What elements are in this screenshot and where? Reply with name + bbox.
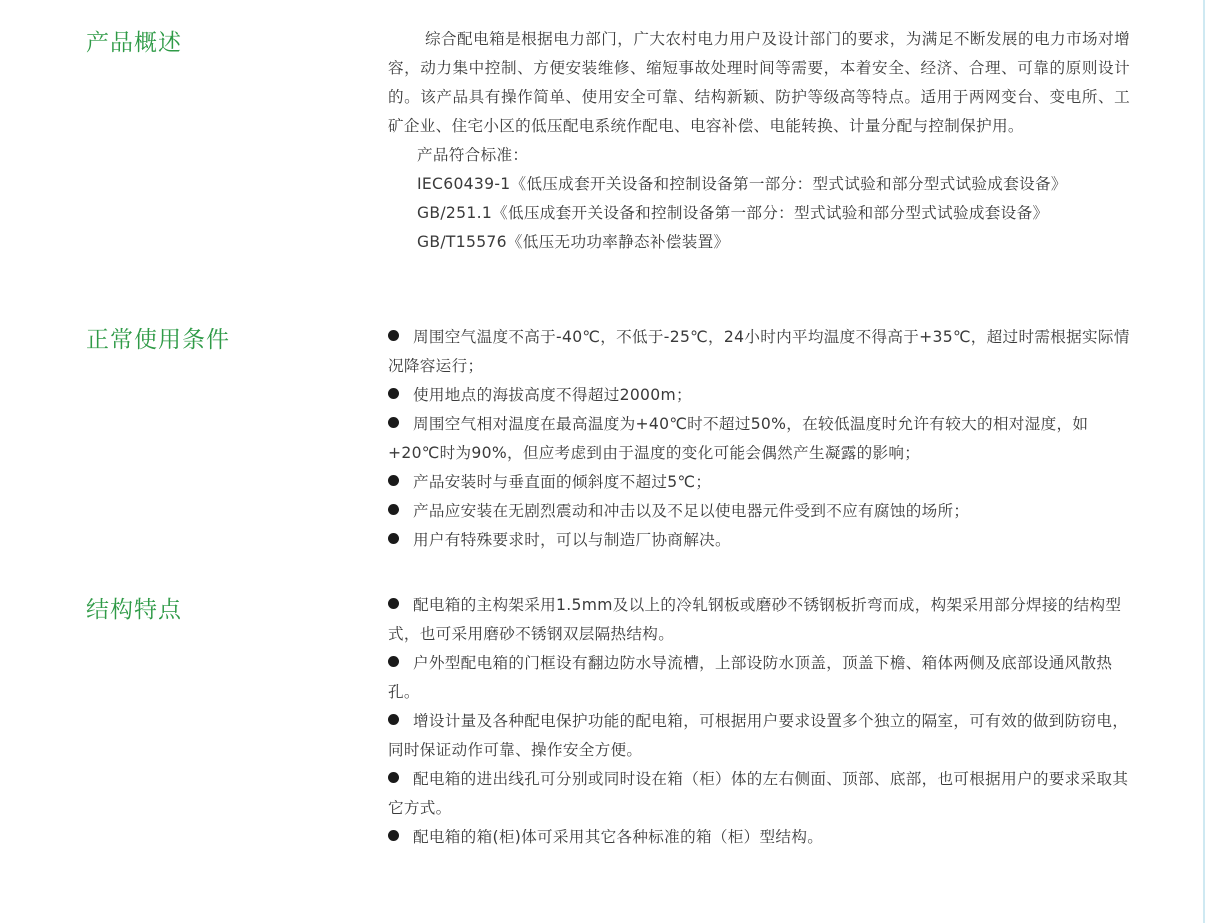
bullet-dot-icon [388,330,399,341]
list-item-text: 户外型配电箱的门框设有翻边防水导流槽，上部设防水顶盖，顶盖下檐、箱体两侧及底部设通风散热孔。 [388,654,1113,701]
section-title-overview: 产品概述 [86,30,182,56]
list-item-text: 配电箱的主构架采用1.5mm及以上的冷轧钢板或磨砂不锈钢板折弯而成，构架采用部分焊接的结构型式，也可采用磨砂不锈钢双层隔热结构。 [388,596,1122,643]
list-item [388,649,1130,707]
bullet-dot-icon [388,417,399,428]
bullet-dot-icon [388,475,399,486]
bullet-dot-icon [388,830,399,841]
standards-heading: 产品符合标准： [417,146,529,164]
overview-paragraph: 综合配电箱是根据电力部门，广大农村电力用户及设计部门的要求，为满足不断发展的电力市场对增容，动力集中控制、方便安装维修、缩短事故处理时间等需要，本着安全、经济、合理、可靠的原则设计的。该产品具有操作简单、使用安全可靠、结构新颖、防护等级高等特点。适用于两网变台、变电所、工矿企业、住宅小区的低压配电系统作配电、电容补偿、电能转换、计量分配与控制保护用。 [388,30,1130,135]
list-item-text: 增设计量及各种配电保护功能的配电箱，可根据用户要求设置多个独立的隔室，可有效的做到防窃电，同时保证动作可靠、操作安全方便。 [388,712,1129,759]
bullet-dot-icon [388,656,399,667]
list-item [388,823,1130,852]
list-item-text: 配电箱的进出线孔可分别或同时设在箱（柜）体的左右侧面、顶部、底部，也可根据用户的要求采取其它方式。 [388,770,1129,817]
list-item [388,497,1130,526]
bullet-dot-icon [388,533,399,544]
list-item-text: 用户有特殊要求时，可以与制造厂协商解决。 [413,531,731,549]
bullet-dot-icon [388,772,399,783]
bullet-dot-icon [388,714,399,725]
bullet-dot-icon [388,598,399,609]
structure-content [388,591,1130,852]
section-title-conditions: 正常使用条件 [86,327,230,353]
list-item [388,526,1130,555]
conditions-content [388,323,1130,555]
list-item [388,707,1130,765]
list-item-text: 配电箱的箱(柜)体可采用其它各种标准的箱（柜）型结构。 [413,828,824,846]
overview-content [388,25,1130,257]
bullet-dot-icon [388,388,399,399]
list-item-text: 产品安装时与垂直面的倾斜度不超过5℃； [413,473,712,491]
standard-item: GB/T15576《低压无功功率静态补偿装置》 [417,233,730,251]
bullet-dot-icon [388,504,399,515]
list-item [388,765,1130,823]
list-item-text: 使用地点的海拔高度不得超过2000m； [413,386,692,404]
conditions-list [388,323,1130,555]
list-item [388,410,1130,468]
standard-item: GB/251.1《低压成套开关设备和控制设备第一部分：型式试验和部分型式试验成套设备》 [417,204,1049,222]
list-item-text: 产品应安装在无剧烈震动和冲击以及不足以使电器元件受到不应有腐蚀的场所； [413,502,970,520]
list-item-text: 周围空气温度不高于-40℃，不低于-25℃，24小时内平均温度不得高于+35℃，超过时需根据实际情况降容运行； [388,328,1130,375]
list-item-text: 周围空气相对温度在最高温度为+40℃时不超过50%，在较低温度时允许有较大的相对湿度，如+20℃时为90%，但应考虑到由于温度的变化可能会偶然产生凝露的影响； [388,415,1089,462]
section-title-structure: 结构特点 [86,597,182,623]
list-item [388,468,1130,497]
list-item [388,381,1130,410]
standard-item: IEC60439-1《低压成套开关设备和控制设备第一部分：型式试验和部分型式试验成套设备》 [417,175,1067,193]
structure-list [388,591,1130,852]
list-item [388,323,1130,381]
right-edge-rule [1203,0,1205,923]
list-item [388,591,1130,649]
